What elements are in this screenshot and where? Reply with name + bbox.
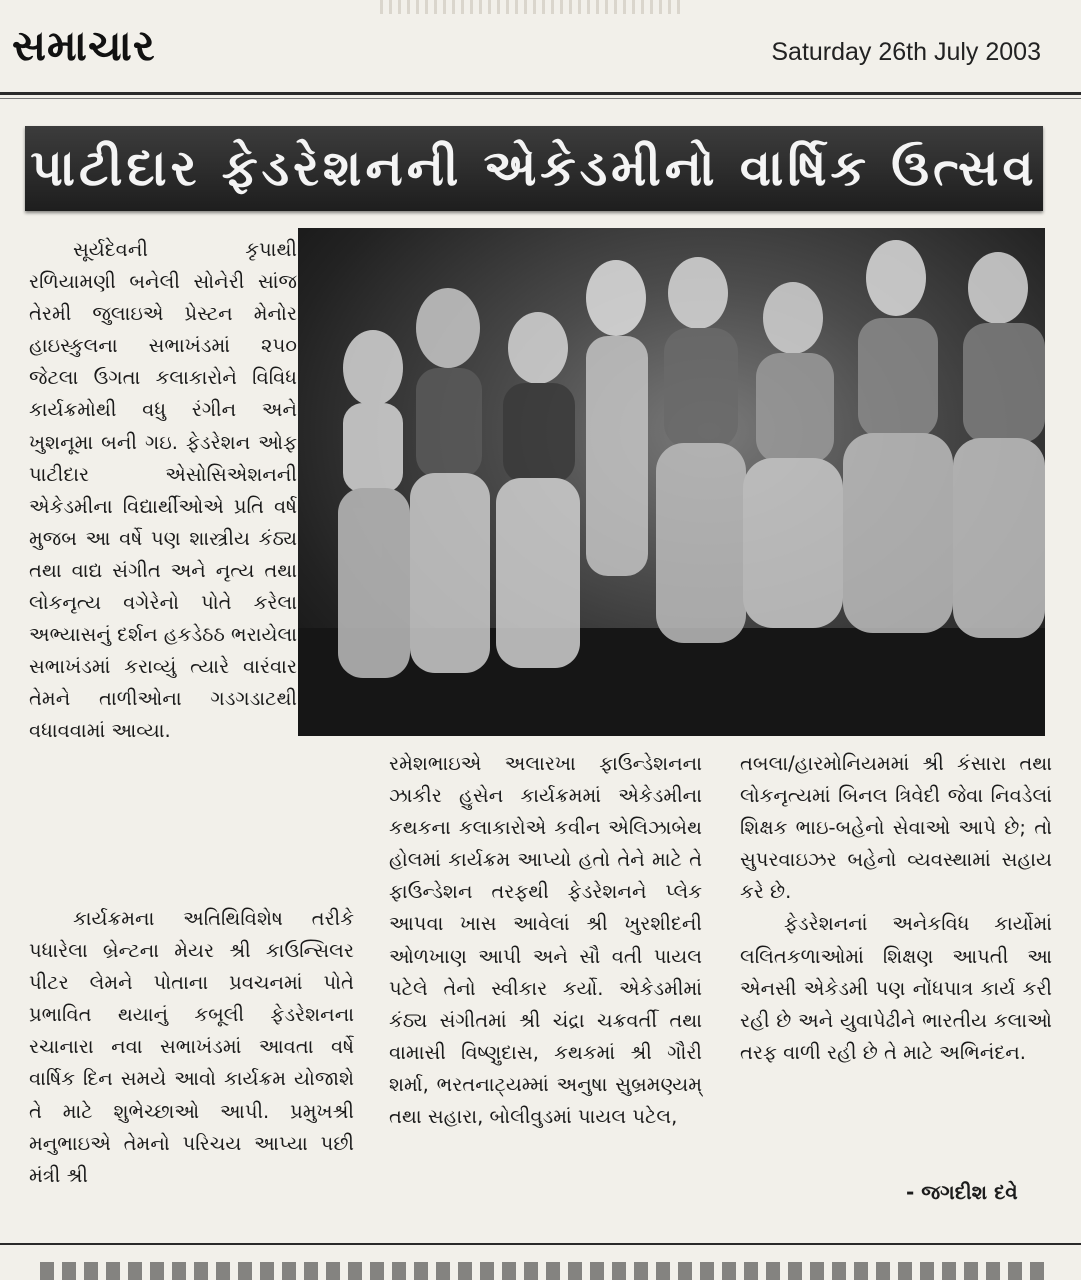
article-column-2 [389,748,702,1133]
article-column-1-bottom [29,903,354,1192]
article-column-1-top [29,234,297,748]
dancers-photo [298,228,1045,736]
masthead-ornament [380,0,680,14]
masthead-rule [0,92,1081,95]
article-paragraph: ફેડરેશનનાં અનેકવિધ કાર્યોમાં લલિતકળાઓમાં શિક્ષણ આપતી આ એનસી એકેડમી પણ નોંધપાત્ર કાર્ય કરી રહી છે અને યુવાપેઢીને ભારતીય કલાઓ તરફ વાળી રહી છે તે માટે અભિનંદન. [740,912,1052,1064]
newspaper-name: સમાચાર [12,21,156,70]
issue-date: Saturday 26th July 2003 [771,38,1041,66]
article-byline: - જગદીશ દવે [906,1180,1018,1204]
photo-illustration [298,228,1045,736]
article-paragraph: સૂર્યદેવની કૃપાથી રળિયામણી બનેલી સોનેરી સાંજ તેરમી જુલાઇએ પ્રેસ્ટન મેનોર હાઇસ્કુલના સભાખંડમાં ૨૫૦ જેટલા ઉગતા કલાકારોને વિવિધ કાર્યક્રમોથી વધુ રંગીન અને ખુશનૂમા બની ગઇ. ફેડરેશન ઓફ પાટીદાર એસોસિએશનની એકેડમીના વિદ્યાર્થીઓએ પ્રતિ વર્ષ મુજબ આ વર્ષે પણ શાસ્ત્રીય કંઠ્ય તથા વાદ્ય સંગીત અને નૃત્ય તથા લોકનૃત્ય વગેરેનો પોતે કરેલા અભ્યાસનું દર્શન હકડેઠઠ ભરાયેલા સભાખંડમાં કરાવ્યું ત્યારે વારંવાર તેમને તાળીઓના ગડગડાટથી વધાવવામાં આવ્યા. [29,238,297,743]
article-headline: પાટીદાર ફેડરેશનની એકેડમીનો વાર્ષિક ઉત્સવ [30,139,1038,197]
article-paragraph: કાર્યક્રમના અતિથિવિશેષ તરીકે પધારેલા બ્રેન્ટના મેયર શ્રી કાઉન્સિલર પીટર લેમને પોતાના પ્રવચનમાં પોતે પ્રભાવિત થયાનું કબૂલી ફેડરેશનના રચાનારા નવા સભાખંડમાં આવતા વર્ષે વાર્ષિક દિન સમયે આવો કાર્યક્રમ યોજાશે તે માટે શુભેચ્છાઓ આપી. પ્રમુખશ્રી મનુભાઇએ તેમનો પરિચય આપ્યા પછી મંત્રી શ્રી [29,907,354,1187]
masthead-rule-thin [0,98,1081,99]
article-paragraph: તબલા/હારમોનિયમમાં શ્રી કંસારા તથા લોકનૃત્યમાં બિનલ ત્રિવેદી જેવા નિવડેલાં શિક્ષક ભાઇ-બહેનો સેવાઓ આપે છે; તો સુપરવાઇઝર બહેનો વ્યવસ્થામાં સહાય કરે છે. [740,752,1052,904]
article-column-3 [740,748,1052,1069]
headline-banner [25,126,1043,211]
next-article-cutoff [40,1262,1050,1280]
article-paragraph: રમેશભાઇએ અલારખા ફાઉન્ડેશનના ઝાકીર હુસેન કાર્યક્રમમાં એકેડમીના કથકના કલાકારોએ કવીન એલિઝાબેથ હોલમાં કાર્યક્રમ આપ્યો હતો તેને માટે તે ફાઉન્ડેશન તરફથી ફેડરેશનને પ્લેક આપવા ખાસ આવેલાં શ્રી ખુરશીદની ઓળખાણ આપી અને સૌ વતી પાયલ પટેલે તેનો સ્વીકાર કર્યો. એકેડમીમાં કંઠ્ય સંગીતમાં શ્રી ચંદ્રા ચક્રવર્તી તથા વામાસી વિષ્ણુદાસ, કથકમાં શ્રી ગૌરી શર્મા, ભરતનાટ્યમ્માં અનુષા સુબ્રમણ્યમ્ તથા સહારા, બોલીવુડમાં પાયલ પટેલ, [389,752,702,1129]
footer-rule [0,1243,1081,1245]
